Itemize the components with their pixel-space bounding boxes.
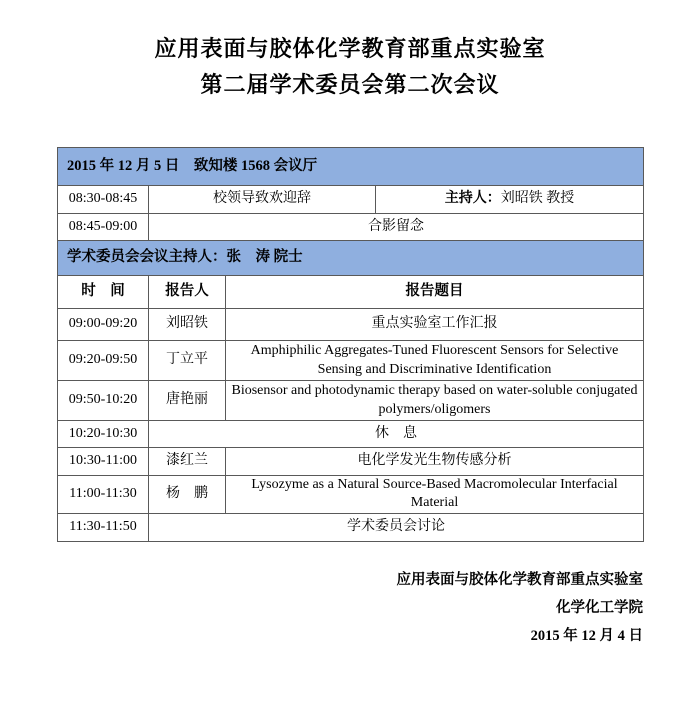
host-label: 主持人： [444,191,501,207]
table-row [58,381,644,421]
talk-title-cell: 电化学发光生物传感分析 [226,448,644,476]
table-row-photo [58,214,644,241]
table-row [58,309,644,341]
footer-date: 2015 年 12 月 4 日 [530,628,643,644]
time-cell: 09:20-09:50 [58,341,149,381]
event-cell: 合影留念 [149,214,644,241]
session-header-cell: 2015 年 12 月 5 日 致知楼 1568 会议厅 [58,148,644,186]
document-title-line2: 第二届学术委员会第二次会议 [200,72,500,97]
speaker-cell: 杨 鹏 [149,476,226,514]
time-cell: 09:50-10:20 [58,381,149,421]
table-row [58,341,644,381]
speaker-cell: 唐艳丽 [149,381,226,421]
time-cell: 08:30-08:45 [58,186,149,214]
event-cell: 学术委员会讨论 [149,513,644,541]
event-cell: 休 息 [149,421,644,448]
time-cell: 11:30-11:50 [58,513,149,541]
time-cell: 10:20-10:30 [58,421,149,448]
table-row [58,476,644,514]
talk-title-cell: Biosensor and photodynamic therapy based on water-soluble conjugated polymers/oligomers [226,381,644,421]
host-value: 刘昭铁 教授 [500,191,575,207]
table-row [58,448,644,476]
host-cell [376,186,644,214]
column-header-title: 报告题目 [226,276,644,309]
time-cell: 09:00-09:20 [58,309,149,341]
column-header-speaker: 报告人 [149,276,226,309]
speaker-cell: 丁立平 [149,341,226,381]
column-header-row [58,276,644,309]
footer-organization: 应用表面与胶体化学教育部重点实验室 [396,572,643,588]
document-title [0,31,700,103]
table-row-welcome [58,186,644,214]
time-cell: 11:00-11:30 [58,476,149,514]
document-footer [397,566,644,650]
document-title-line1: 应用表面与胶体化学教育部重点实验室 [154,36,546,61]
column-header-time: 时 间 [58,276,149,309]
session-header-row [58,148,644,186]
talk-title-cell: Amphiphilic Aggregates-Tuned Fluorescent Sensors for Selective Sensing and Discriminative Identification [226,341,644,381]
table-row-discussion [58,513,644,541]
schedule-table [57,147,644,542]
time-cell: 08:45-09:00 [58,214,149,241]
footer-college: 化学化工学院 [556,600,643,616]
talk-title-cell: Lysozyme as a Natural Source-Based Macromolecular Interfacial Material [226,476,644,514]
speaker-cell: 刘昭铁 [149,309,226,341]
time-cell: 10:30-11:00 [58,448,149,476]
event-cell: 校领导致欢迎辞 [149,186,376,214]
table-row-break [58,421,644,448]
speaker-cell: 漆红兰 [149,448,226,476]
committee-header-cell: 学术委员会会议主持人：张 涛 院士 [58,241,644,276]
talk-title-cell: 重点实验室工作汇报 [226,309,644,341]
committee-header-row [58,241,644,276]
